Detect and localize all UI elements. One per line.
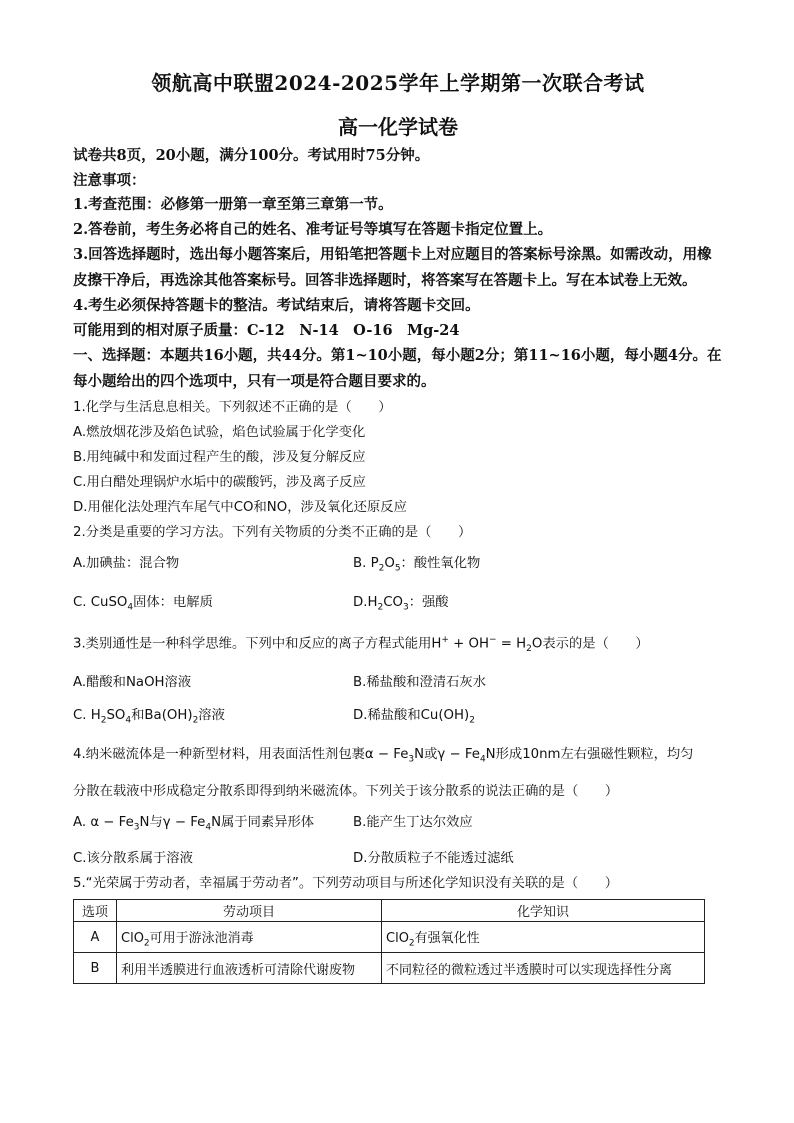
question-5-stem: 5.“光荣属于劳动者，幸福属于劳动者”。下列劳动项目与所述化学知识没有关联的是（ ） (73, 876, 619, 892)
question-3-option-b: B.稀盐酸和澄清石灰水 (353, 675, 487, 691)
notice-4: 4.考生必须保持答题卡的整洁。考试结束后，请将答题卡交回。 (73, 297, 480, 314)
question-1-option-b: B.用纯碱中和发面过程产生的酸，涉及复分解反应 (73, 450, 366, 465)
question-3-options-cd (73, 703, 723, 734)
notice-3: 3.回答选择题时，选出每小题答案后，用铅笔把答题卡上对应题目的答案标号涂黑。如需改动，用橡皮擦干净后，再选涂其他答案标号。回答非选择题时，将答案写在答题卡上。写在本试卷上无效。 (73, 246, 712, 289)
header-option: 选项 (74, 900, 117, 922)
notice-title: 注意事项： (73, 171, 146, 189)
row-b-labor: 利用半透膜进行血液透析可清除代谢废物 (117, 953, 382, 984)
row-a-labor: ClO$_2$可用于游泳池消毒 (117, 922, 382, 953)
question-3-option-c: C. $H_2SO_4$和$Ba(OH)_2$溶液 (73, 708, 225, 727)
question-1 (73, 395, 723, 520)
question-2-option-c: C. CuSO$_4$固体：电解质 (73, 594, 213, 613)
exam-subtitle: 高一化学试卷 (338, 115, 458, 139)
row-b-option: B (74, 953, 117, 984)
question-3-options-ab (73, 670, 723, 695)
question-1-option-a: A.燃放烟花涉及焰色试验，焰色试验属于化学变化 (73, 425, 366, 440)
exam-info: 试卷共8页，20小题，满分100分。考试用时75分钟。 (73, 147, 430, 164)
exam-page (73, 70, 723, 984)
question-1-option-c: C.用白醋处理锅炉水垢中的碳酸钙，涉及离子反应 (73, 475, 366, 490)
question-4-option-b: B.能产生丁达尔效应 (353, 814, 473, 830)
question-4-options-ab (73, 810, 723, 841)
question-3-option-d: D.稀盐酸和$Cu(OH)_2$ (353, 708, 475, 727)
header-labor: 劳动项目 (117, 900, 382, 922)
header-knowledge: 化学知识 (382, 900, 705, 922)
row-b-knowledge: 不同粒径的微粒透过半透膜时可以实现选择性分离 (382, 953, 705, 984)
question-2-option-b: B. $P_2O_5$：酸性氧化物 (353, 556, 481, 574)
question-3-stem: 3.类别通性是一种科学思维。下列中和反应的离子方程式能用$H^+ + OH^- = H_2O$表示的是（ ） (73, 635, 649, 655)
question-4-option-c: C.该分散系属于溶液 (73, 851, 193, 867)
row-a-option: A (74, 922, 117, 953)
table-header-row (74, 900, 705, 922)
question-3 (73, 628, 723, 734)
question-4-option-a: A. $\alpha - Fe_3N$与$\gamma - Fe_4N$属于同素异形体 (73, 814, 315, 833)
question-2 (73, 520, 723, 620)
question-2-option-a: A.加碘盐：混合物 (73, 556, 180, 571)
question-5 (73, 871, 723, 984)
notice-1: 1.考查范围：必修第一册第一章至第三章第一节。 (73, 196, 393, 213)
exam-title: 领航高中联盟2024-2025学年上学期第一次联合考试 (151, 71, 645, 95)
question-4 (73, 742, 723, 871)
question-4-stem-line-1: 4.纳米磁流体是一种新型材料，用表面活性剂包裹$\alpha - Fe_3N$或$\gamma - Fe_4N$形成10nm左右强磁性颗粒，均匀 (73, 747, 694, 765)
section-1-heading: 一、选择题：本题共16小题，共44分。第1~10小题，每小题2分；第11~16小题，每小题4分。在每小题给出的四个选项中，只有一项是符合题目要求的。 (73, 347, 722, 390)
question-2-options-ab (73, 551, 723, 582)
question-2-option-d: $D.H_2CO_3$：强酸 (353, 594, 449, 613)
question-4-options-cd (73, 846, 723, 871)
question-1-option-d: D.用催化法处理汽车尾气中CO和NO，涉及氧化还原反应 (73, 500, 407, 515)
row-a-knowledge: ClO$_2$有强氧化性 (382, 922, 705, 953)
question-3-option-a: A.醋酸和NaOH溶液 (73, 675, 192, 691)
question-2-options-cd (73, 590, 723, 621)
question-2-stem: 2.分类是重要的学习方法。下列有关物质的分类不正确的是（ ） (73, 525, 472, 540)
atomic-masses: 可能用到的相对原子质量：C-12 N-14 O-16 Mg-24 (73, 321, 460, 339)
table-row (74, 922, 705, 953)
notice-2: 2.答卷前，考生务必将自己的姓名、准考证号等填写在答题卡指定位置上。 (73, 220, 553, 238)
question-4-option-d: D.分散质粒子不能透过滤纸 (353, 851, 514, 867)
question-5-table (73, 899, 705, 984)
question-4-stem-line-2: 分散在载液中形成稳定分散系即得到纳米磁流体。下列关于该分散系的说法正确的是（ ） (73, 783, 619, 799)
table-row (74, 953, 705, 984)
question-1-stem: 1.化学与生活息息相关。下列叙述不正确的是（ ） (73, 400, 392, 415)
